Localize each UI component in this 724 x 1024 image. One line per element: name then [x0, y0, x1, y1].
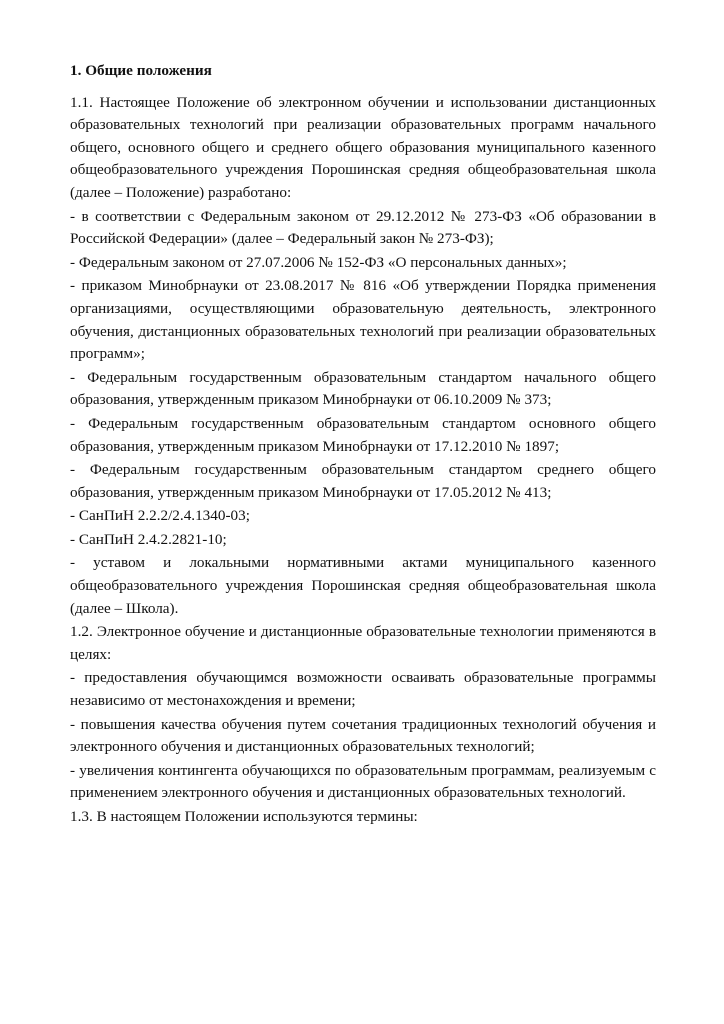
- list-item-federal-law-273: - в соответствии с Федеральным законом от 29.12.2012 № 273-ФЗ «Об образовании в Российской Федерации» (далее – Федеральный закон № 273-ФЗ);: [70, 207, 656, 248]
- list-item-standard-basic: - Федеральным государственным образовательным стандартом основного общего образования, утвержденным приказом Минобрнауки от 17.12.2010 № 1897;: [70, 414, 656, 455]
- list-item-standard-secondary: - Федеральным государственным образовательным стандартом среднего общего образования, утвержденным приказом Минобрнауки от 17.05.2012 № 413;: [70, 461, 656, 501]
- paragraph-1-1-intro: 1.1. Настоящее Положение об электронном обучении и использовании дистанционных образовательных технологий при реализации образовательных программ начального общего, основного общего и среднего общего образования муниципального казенного общеобразовательного учреждения Порошинская средняя общеобразовательная школа (далее – Положение) разработано:: [70, 93, 656, 201]
- list-item-sanpin-1340: - СанПиН 2.2.2/2.4.1340-03;: [70, 507, 250, 525]
- list-item-standard-primary: - Федеральным государственным образовательным стандартом начального общего образования, утвержденным приказом Минобрнауки от 06.10.2009 № 373;: [70, 368, 656, 409]
- list-item-order-816: - приказом Минобрнауки от 23.08.2017 № 816 «Об утверждении Порядка применения организациями, осуществляющими образовательную деятельность, электронного обучения, дистанционных образовательных технологий при реализации образовательных программ»;: [70, 277, 656, 363]
- document-page: [70, 60, 656, 830]
- paragraph-1-3-terms: 1.3. В настоящем Положении используются термины:: [70, 808, 418, 825]
- list-item-federal-law-152: - Федеральным законом от 27.07.2006 № 152-ФЗ «О персональных данных»;: [70, 253, 567, 271]
- section-heading: 1. Общие положения: [70, 62, 212, 79]
- list-item-purpose-contingent: - увеличения контингента обучающихся по образовательным программам, реализуемым с применением электронного обучения и дистанционных образовательных технологий.: [70, 761, 656, 802]
- list-item-sanpin-2821: - СанПиН 2.4.2.2821-10;: [70, 530, 227, 548]
- list-item-purpose-quality: - повышения качества обучения путем сочетания традиционных технологий обучения и электронного обучения и дистанционных образовательных технологий;: [70, 715, 656, 756]
- paragraph-1-2-purposes: 1.2. Электронное обучение и дистанционные образовательные технологии применяются в целях:: [70, 623, 656, 663]
- list-item-charter: - уставом и локальными нормативными актами муниципального казенного общеобразовательного учреждения Порошинская средняя общеобразовательная школа (далее – Школа).: [70, 554, 656, 617]
- list-item-purpose-access: - предоставления обучающимся возможности осваивать образовательные программы независимо от местонахождения и времени;: [70, 669, 656, 710]
